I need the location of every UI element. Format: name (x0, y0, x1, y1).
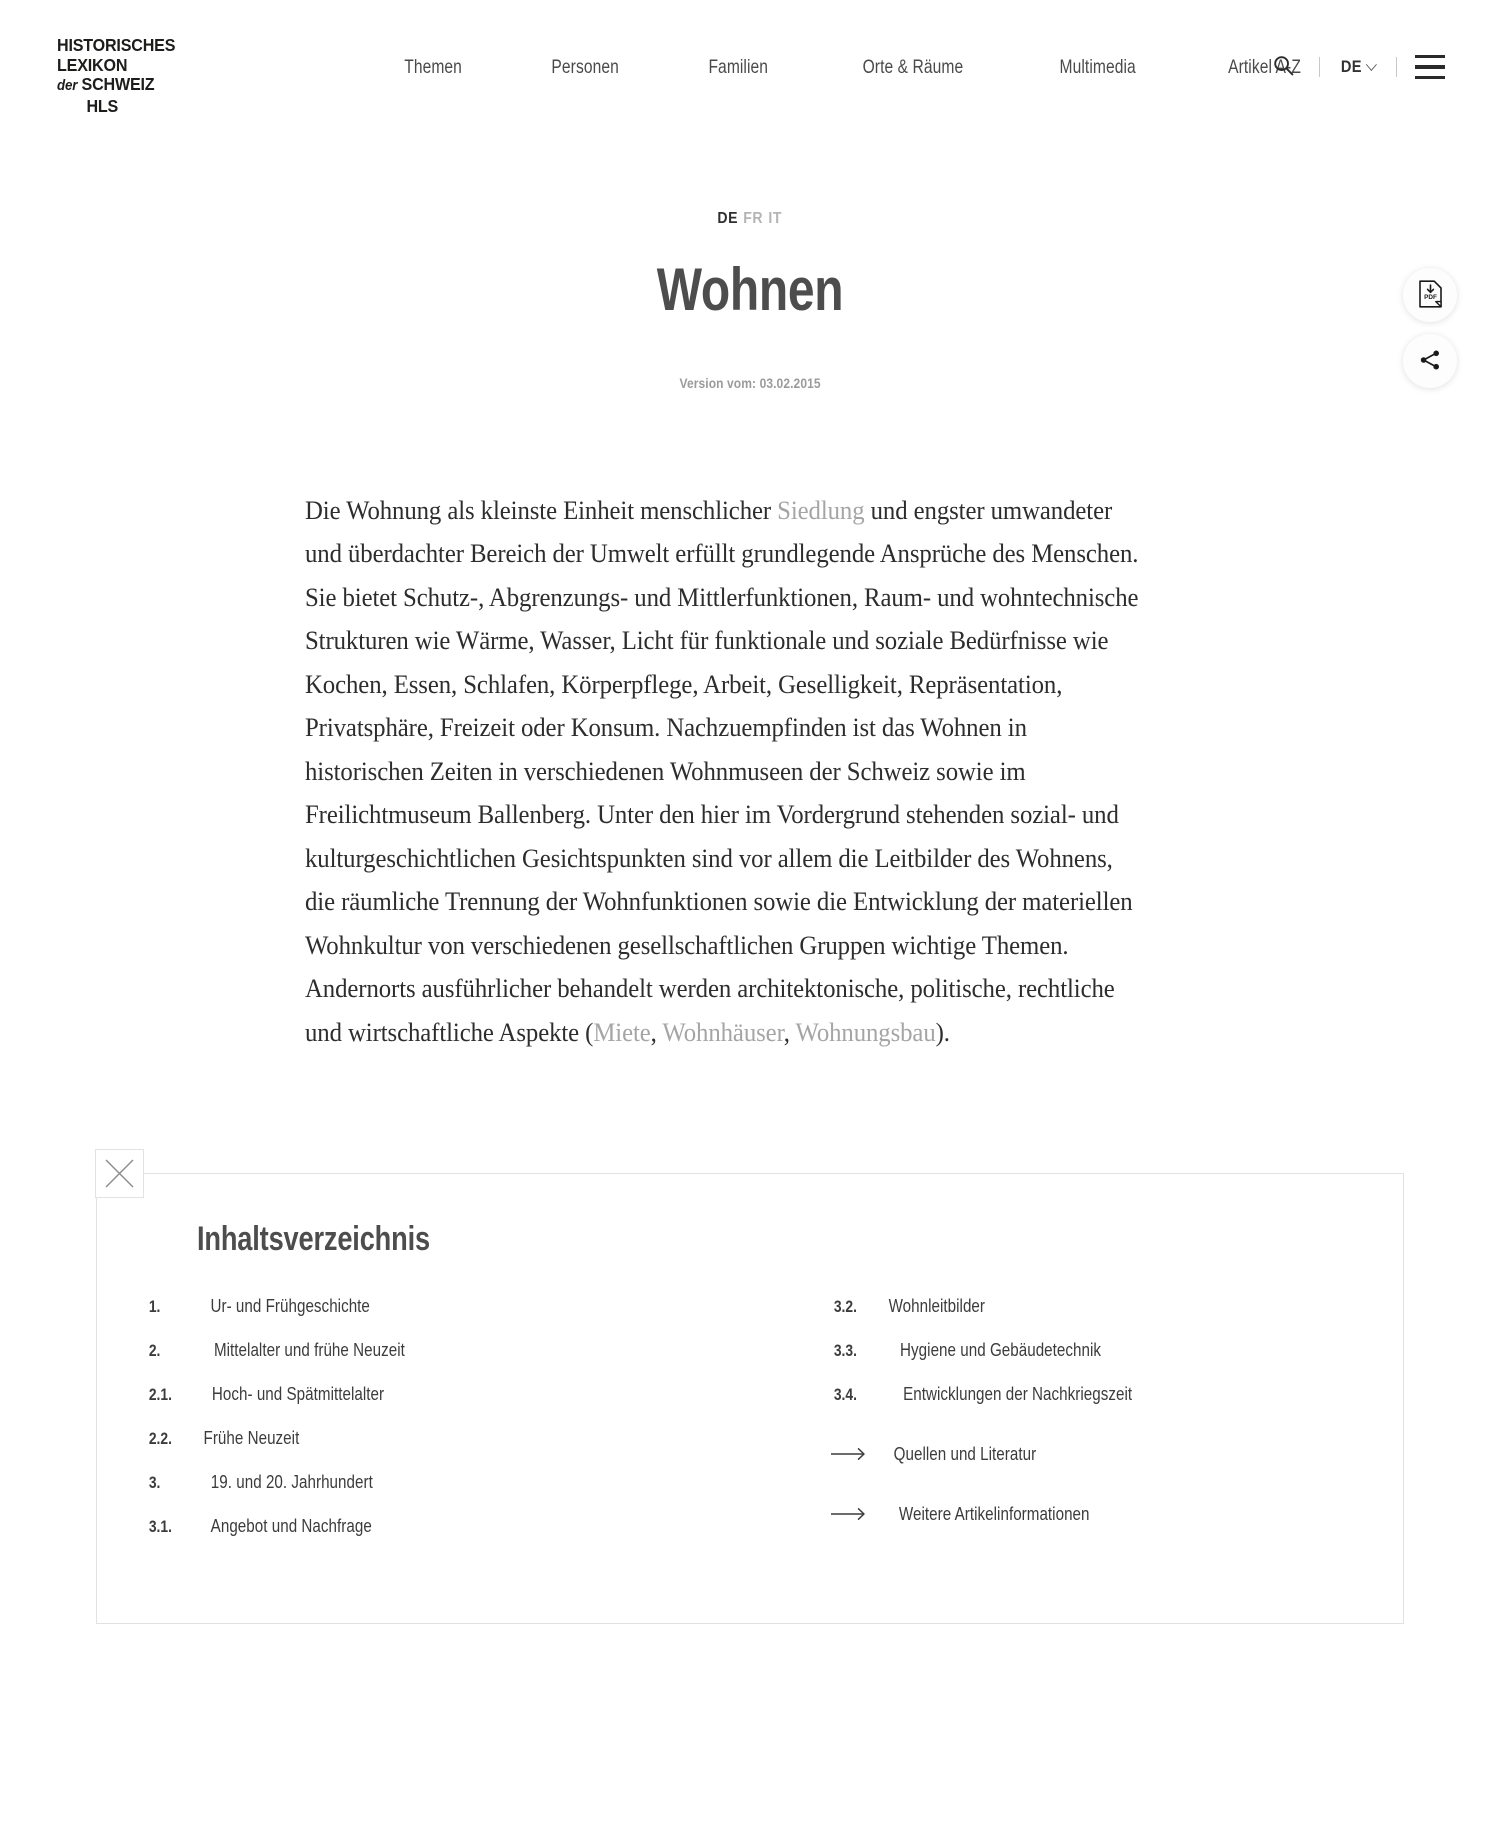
arrow-right-icon (830, 1507, 878, 1521)
article-lang-it[interactable]: IT (768, 210, 783, 227)
toc-entry-number: 2.1. (148, 1386, 172, 1405)
logo-abbreviation-hls: HLS (86, 95, 119, 116)
article-language-links (715, 210, 785, 228)
close-icon (103, 1157, 136, 1190)
toc-entry-1[interactable] (145, 1295, 774, 1317)
table-of-contents (96, 1173, 1404, 1624)
logo-line-schweiz (57, 75, 255, 97)
page-title: Wohnen (656, 256, 844, 323)
article-lang-de[interactable]: DE (717, 210, 739, 227)
floating-action-buttons (1403, 268, 1457, 388)
logo-line-historisches: HISTORISCHES (57, 35, 176, 55)
arrow-right-icon (830, 1447, 878, 1461)
toc-entry-number: 3.4. (833, 1386, 857, 1405)
toc-title: Inhaltsverzeichnis (197, 1220, 430, 1259)
toc-column-right (774, 1295, 1403, 1559)
toc-entry-label: Hygiene und Gebäudetechnik (900, 1339, 1102, 1361)
logo-line-lexikon-schweiz (57, 56, 255, 76)
logo-word-lexikon: LEXIKON (57, 54, 128, 75)
share-button[interactable] (1403, 334, 1457, 388)
lead-text-part-2: und engster umwandeter und überdachter Bereich der Umwelt erfüllt grundlegende Ansprüche des Menschen. Sie bietet Schutz-, Abgrenzungs- und Mittlerfunktionen, Raum- und wohntechnische Strukturen wie Wärme, Wasser, Licht für funktionale und soziale Bedürfnisse wie Kochen, Essen, Schlafen, Körperpflege, Arbeit, Geselligkeit, Repräsentation, Privatsphäre, Freizeit oder Konsum. Nachzuempfinden ist das Wohnen in historischen Zeiten in verschiedenen Wohnmuseen der Schweiz sowie im Freilichtmuseum Ballenberg. Unter den hier im Vordergrund stehenden sozial- und kulturgeschichtlichen Gesichtspunkten sind vor allem die Leitbilder des Wohnens, die räumliche Trennung der Wohnfunktionen sowie die Entwicklung der materiellen Wohnkultur von verschiedenen gesellschaftlichen Gruppen wichtige Themen. Andernorts ausführlicher behandelt werden architektonische, politische, rechtliche und wirtschaftliche Aspekte ( (305, 494, 1139, 1047)
pdf-download-icon (1418, 280, 1443, 311)
toc-link-quellen-und-literatur[interactable] (830, 1443, 1403, 1465)
nav-item-familien[interactable] (664, 56, 813, 79)
toc-link-label: Quellen und Literatur (893, 1443, 1037, 1465)
toc-entry-number: 2.2. (148, 1430, 172, 1449)
toc-entry-2-2[interactable] (145, 1427, 774, 1449)
toc-entry-label: Frühe Neuzeit (203, 1427, 300, 1449)
main-navigation (360, 56, 1347, 79)
nav-item-themen[interactable] (360, 56, 506, 79)
article-version-date: Version vom: 03.02.2015 (679, 374, 821, 391)
toc-entry-number: 3.3. (833, 1342, 857, 1361)
toc-entry-label: Ur- und Frühgeschichte (210, 1295, 370, 1317)
tools-divider-1 (1319, 57, 1320, 77)
lead-sep-1: , (650, 1016, 663, 1047)
search-icon (1273, 55, 1294, 79)
nav-link-familien[interactable]: Familien (708, 56, 769, 78)
toc-entry-3-3[interactable] (830, 1339, 1403, 1361)
toc-entry-3-2[interactable] (830, 1295, 1403, 1317)
hamburger-bar-2 (1415, 65, 1445, 68)
share-icon (1418, 348, 1442, 375)
nav-link-personen[interactable]: Personen (551, 56, 619, 78)
inline-link-siedlung[interactable]: Siedlung (777, 494, 865, 525)
toc-entry-3-4[interactable] (830, 1383, 1403, 1405)
language-selector-label: DE (1340, 57, 1362, 76)
toc-entry-label: Angebot und Nachfrage (210, 1515, 372, 1537)
toc-entry-label: Mittelalter und frühe Neuzeit (213, 1339, 405, 1361)
toc-entry-number: 1. (148, 1298, 161, 1317)
site-header (0, 0, 1500, 148)
nav-link-multimedia[interactable]: Multimedia (1059, 56, 1136, 78)
toc-entry-2-1[interactable] (145, 1383, 774, 1405)
nav-link-artikel-a-z[interactable]: Artikel A-Z (1228, 56, 1301, 78)
chevron-down-icon (1366, 58, 1377, 71)
hamburger-bar-1 (1415, 55, 1445, 58)
toc-entry-label: Entwicklungen der Nachkriegszeit (903, 1383, 1133, 1405)
nav-link-themen[interactable]: Themen (404, 56, 462, 78)
tools-divider-2 (1396, 57, 1397, 77)
logo-der-word: der (57, 78, 78, 94)
nav-link-orte-raeume[interactable]: Orte & Räume (862, 56, 964, 78)
article-body (300, 489, 1200, 1055)
svg-text:PDF: PDF (1423, 293, 1437, 301)
toc-entry-number: 3. (148, 1474, 161, 1493)
toc-entry-number: 3.2. (833, 1298, 857, 1317)
article-lang-fr[interactable]: FR (743, 210, 764, 227)
nav-item-multimedia[interactable] (1013, 56, 1182, 79)
inline-link-miete[interactable]: Miete (593, 1016, 651, 1047)
search-button[interactable] (1267, 52, 1301, 82)
toc-link-label: Weitere Artikelinformationen (898, 1503, 1090, 1525)
toc-link-weitere-artikelinformationen[interactable] (830, 1503, 1403, 1525)
language-selector[interactable] (1340, 57, 1375, 77)
inline-link-wohnhaeuser[interactable]: Wohnhäuser (662, 1016, 784, 1047)
nav-item-orte-raeume[interactable] (813, 56, 1013, 79)
toc-entry-3[interactable] (145, 1471, 774, 1493)
toc-box (96, 1173, 1404, 1624)
toc-close-button[interactable] (95, 1149, 144, 1198)
article-header (0, 148, 1500, 393)
hamburger-bar-3 (1415, 76, 1445, 79)
lead-text-part-3: ). (935, 1016, 950, 1047)
lead-sep-2: , (783, 1016, 796, 1047)
lead-text-part-1: Die Wohnung als kleinste Einheit menschlicher (305, 494, 778, 525)
header-tools (1267, 52, 1445, 82)
site-logo[interactable] (57, 36, 255, 116)
toc-entry-2[interactable] (145, 1339, 774, 1361)
toc-columns (97, 1295, 1403, 1559)
toc-entry-number: 2. (148, 1342, 161, 1361)
toc-column-left (145, 1295, 774, 1559)
toc-entry-label: Hoch- und Spätmittelalter (211, 1383, 385, 1405)
toc-entry-3-1[interactable] (145, 1515, 774, 1537)
lead-paragraph (305, 489, 1142, 1055)
logo-word-schweiz: SCHWEIZ (81, 74, 155, 94)
download-pdf-button[interactable] (1403, 268, 1457, 322)
toc-entry-label: Wohnleitbilder (888, 1295, 986, 1317)
inline-link-wohnungsbau[interactable]: Wohnungsbau (795, 1016, 936, 1047)
toc-entry-label: 19. und 20. Jahrhundert (210, 1471, 373, 1493)
hamburger-menu-icon[interactable] (1415, 55, 1445, 79)
nav-item-personen[interactable] (506, 56, 664, 79)
toc-entry-number: 3.1. (148, 1518, 172, 1537)
